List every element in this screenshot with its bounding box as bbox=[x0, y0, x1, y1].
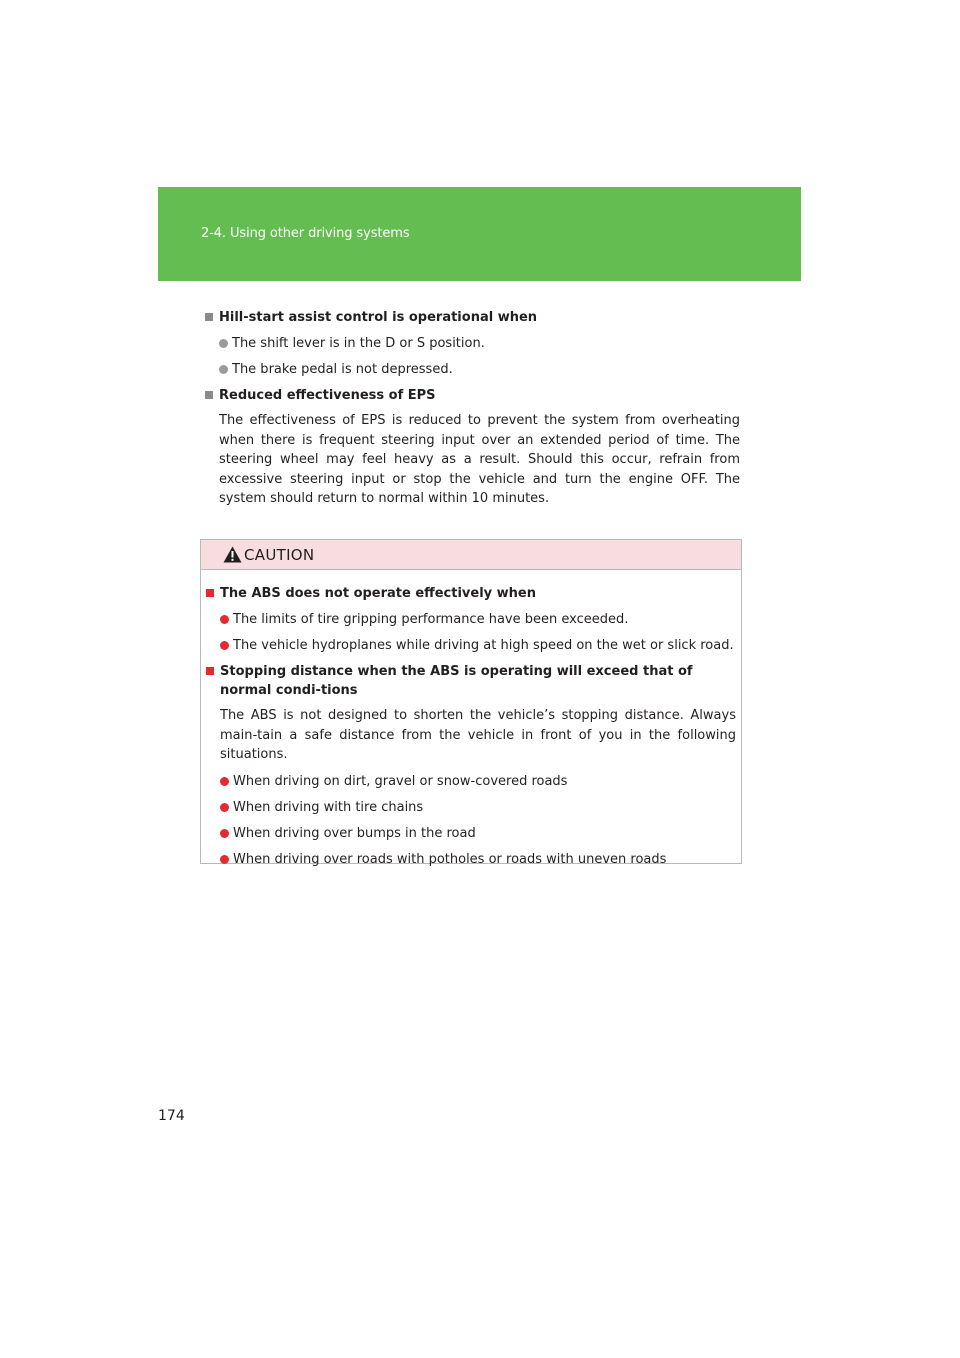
page-number: 174 bbox=[158, 1108, 185, 1124]
list-item: The brake pedal is not depressed. bbox=[205, 360, 740, 379]
circle-bullet-icon bbox=[220, 829, 229, 838]
section-title: 2-4. Using other driving systems bbox=[201, 226, 410, 241]
circle-bullet-icon bbox=[219, 339, 228, 348]
caution-heading: The ABS does not operate effectively when bbox=[206, 584, 736, 603]
circle-bullet-icon bbox=[220, 855, 229, 864]
caution-heading: Stopping distance when the ABS is operating will exceed that of normal condi-tions bbox=[206, 662, 736, 700]
caution-box bbox=[200, 539, 742, 867]
square-bullet-icon bbox=[206, 589, 214, 597]
square-bullet-icon bbox=[206, 667, 214, 675]
circle-bullet-icon bbox=[220, 641, 229, 650]
list-item: The limits of tire gripping performance have been exceeded. bbox=[206, 610, 736, 629]
square-bullet-icon bbox=[205, 391, 213, 399]
section-header-bar bbox=[158, 187, 801, 281]
circle-bullet-icon bbox=[220, 615, 229, 624]
paragraph: The ABS is not designed to shorten the vehicle’s stopping distance. Always main-tain a safe distance from the vehicle in front of you in the following situations. bbox=[220, 708, 736, 762]
warning-triangle-icon bbox=[223, 546, 242, 563]
paragraph: The effectiveness of EPS is reduced to prevent the system from overheating when there is frequent steering input over an extended period of time. The steering wheel may feel heavy as a result. Should this occur, refrain from excessive steering input or stop the vehicle and turn the engine OFF. The system should return to normal within 10 minutes. bbox=[219, 413, 740, 506]
list-item: The shift lever is in the D or S position. bbox=[205, 334, 740, 353]
section-heading: Reduced effectiveness of EPS bbox=[205, 386, 740, 405]
circle-bullet-icon bbox=[220, 803, 229, 812]
circle-bullet-icon bbox=[220, 777, 229, 786]
caution-header bbox=[201, 540, 741, 570]
list-item: When driving over bumps in the road bbox=[206, 824, 736, 843]
list-item: When driving on dirt, gravel or snow-covered roads bbox=[206, 772, 736, 791]
circle-bullet-icon bbox=[219, 365, 228, 374]
caution-title: CAUTION bbox=[244, 546, 315, 564]
square-bullet-icon bbox=[205, 313, 213, 321]
main-content bbox=[205, 308, 740, 509]
list-item: The vehicle hydroplanes while driving at high speed on the wet or slick road. bbox=[206, 636, 736, 655]
list-item: When driving over roads with potholes or roads with uneven roads bbox=[206, 850, 736, 869]
list-item: When driving with tire chains bbox=[206, 798, 736, 817]
caution-body bbox=[206, 584, 736, 869]
section-heading: Hill-start assist control is operational when bbox=[205, 308, 740, 327]
